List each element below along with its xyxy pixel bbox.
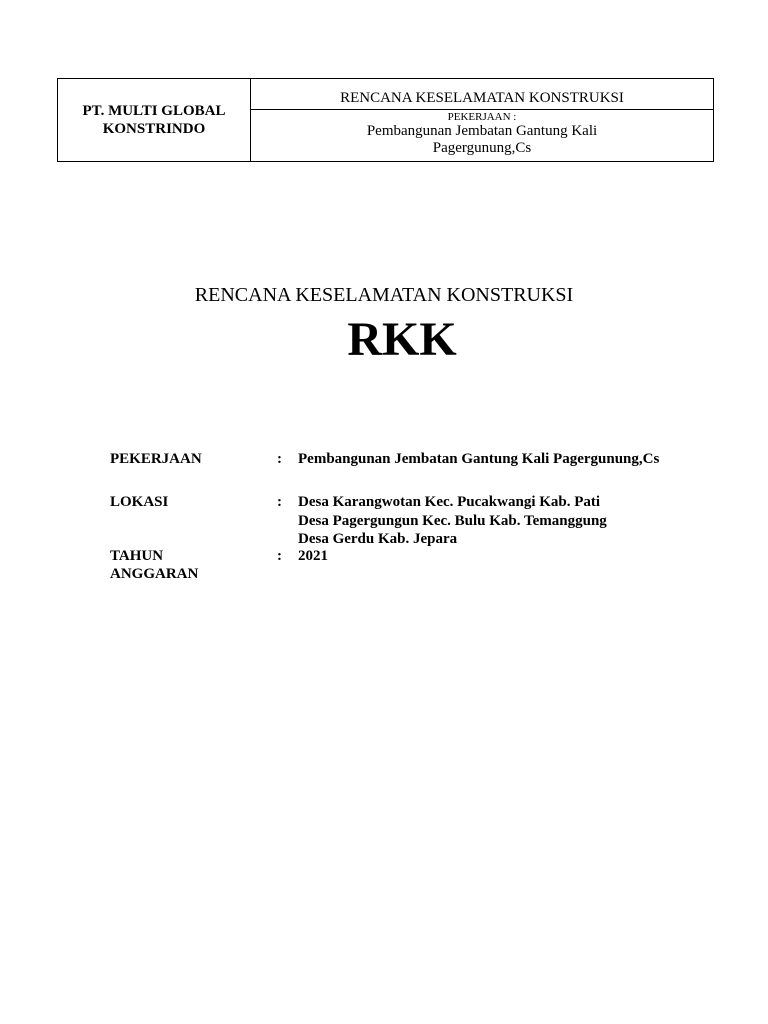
lokasi-line-1: Desa Karangwotan Kec. Pucakwangi Kab. Pati	[298, 494, 601, 510]
company-name-line-2: KONSTRINDO	[102, 121, 206, 137]
pekerjaan-label: PEKERJAAN	[110, 451, 202, 467]
cover-title: RENCANA KESELAMATAN KONSTRUKSI	[194, 284, 574, 306]
pekerjaan-value: Pembangunan Jembatan Gantung Kali Pagergunung,Cs	[298, 451, 660, 467]
cover-abbreviation: RKK	[347, 313, 457, 366]
lokasi-label: LOKASI	[110, 494, 169, 510]
tahun-label-line-1: TAHUN	[110, 548, 164, 564]
project-info-cell	[251, 79, 713, 161]
header-project-name-line-1: Pembangunan Jembatan Gantung Kali	[366, 123, 598, 139]
header-doc-title: RENCANA KESELAMATAN KONSTRUKSI	[251, 79, 713, 110]
lokasi-line-3: Desa Gerdu Kab. Jepara	[298, 531, 458, 547]
lokasi-colon: :	[277, 494, 282, 510]
header-project-label: PEKERJAAN :	[447, 111, 517, 123]
header-project-name-line-2: Pagergunung,Cs	[432, 140, 532, 156]
pekerjaan-colon: :	[277, 451, 282, 467]
company-name-line-1: PT. MULTI GLOBAL	[82, 103, 226, 119]
header-table	[57, 78, 714, 162]
tahun-value: 2021	[298, 548, 328, 564]
lokasi-line-2: Desa Pagergungun Kec. Bulu Kab. Temanggung	[298, 513, 607, 529]
tahun-colon: :	[277, 548, 282, 564]
company-name-cell	[58, 79, 251, 161]
tahun-label-line-2: ANGGARAN	[110, 566, 199, 582]
